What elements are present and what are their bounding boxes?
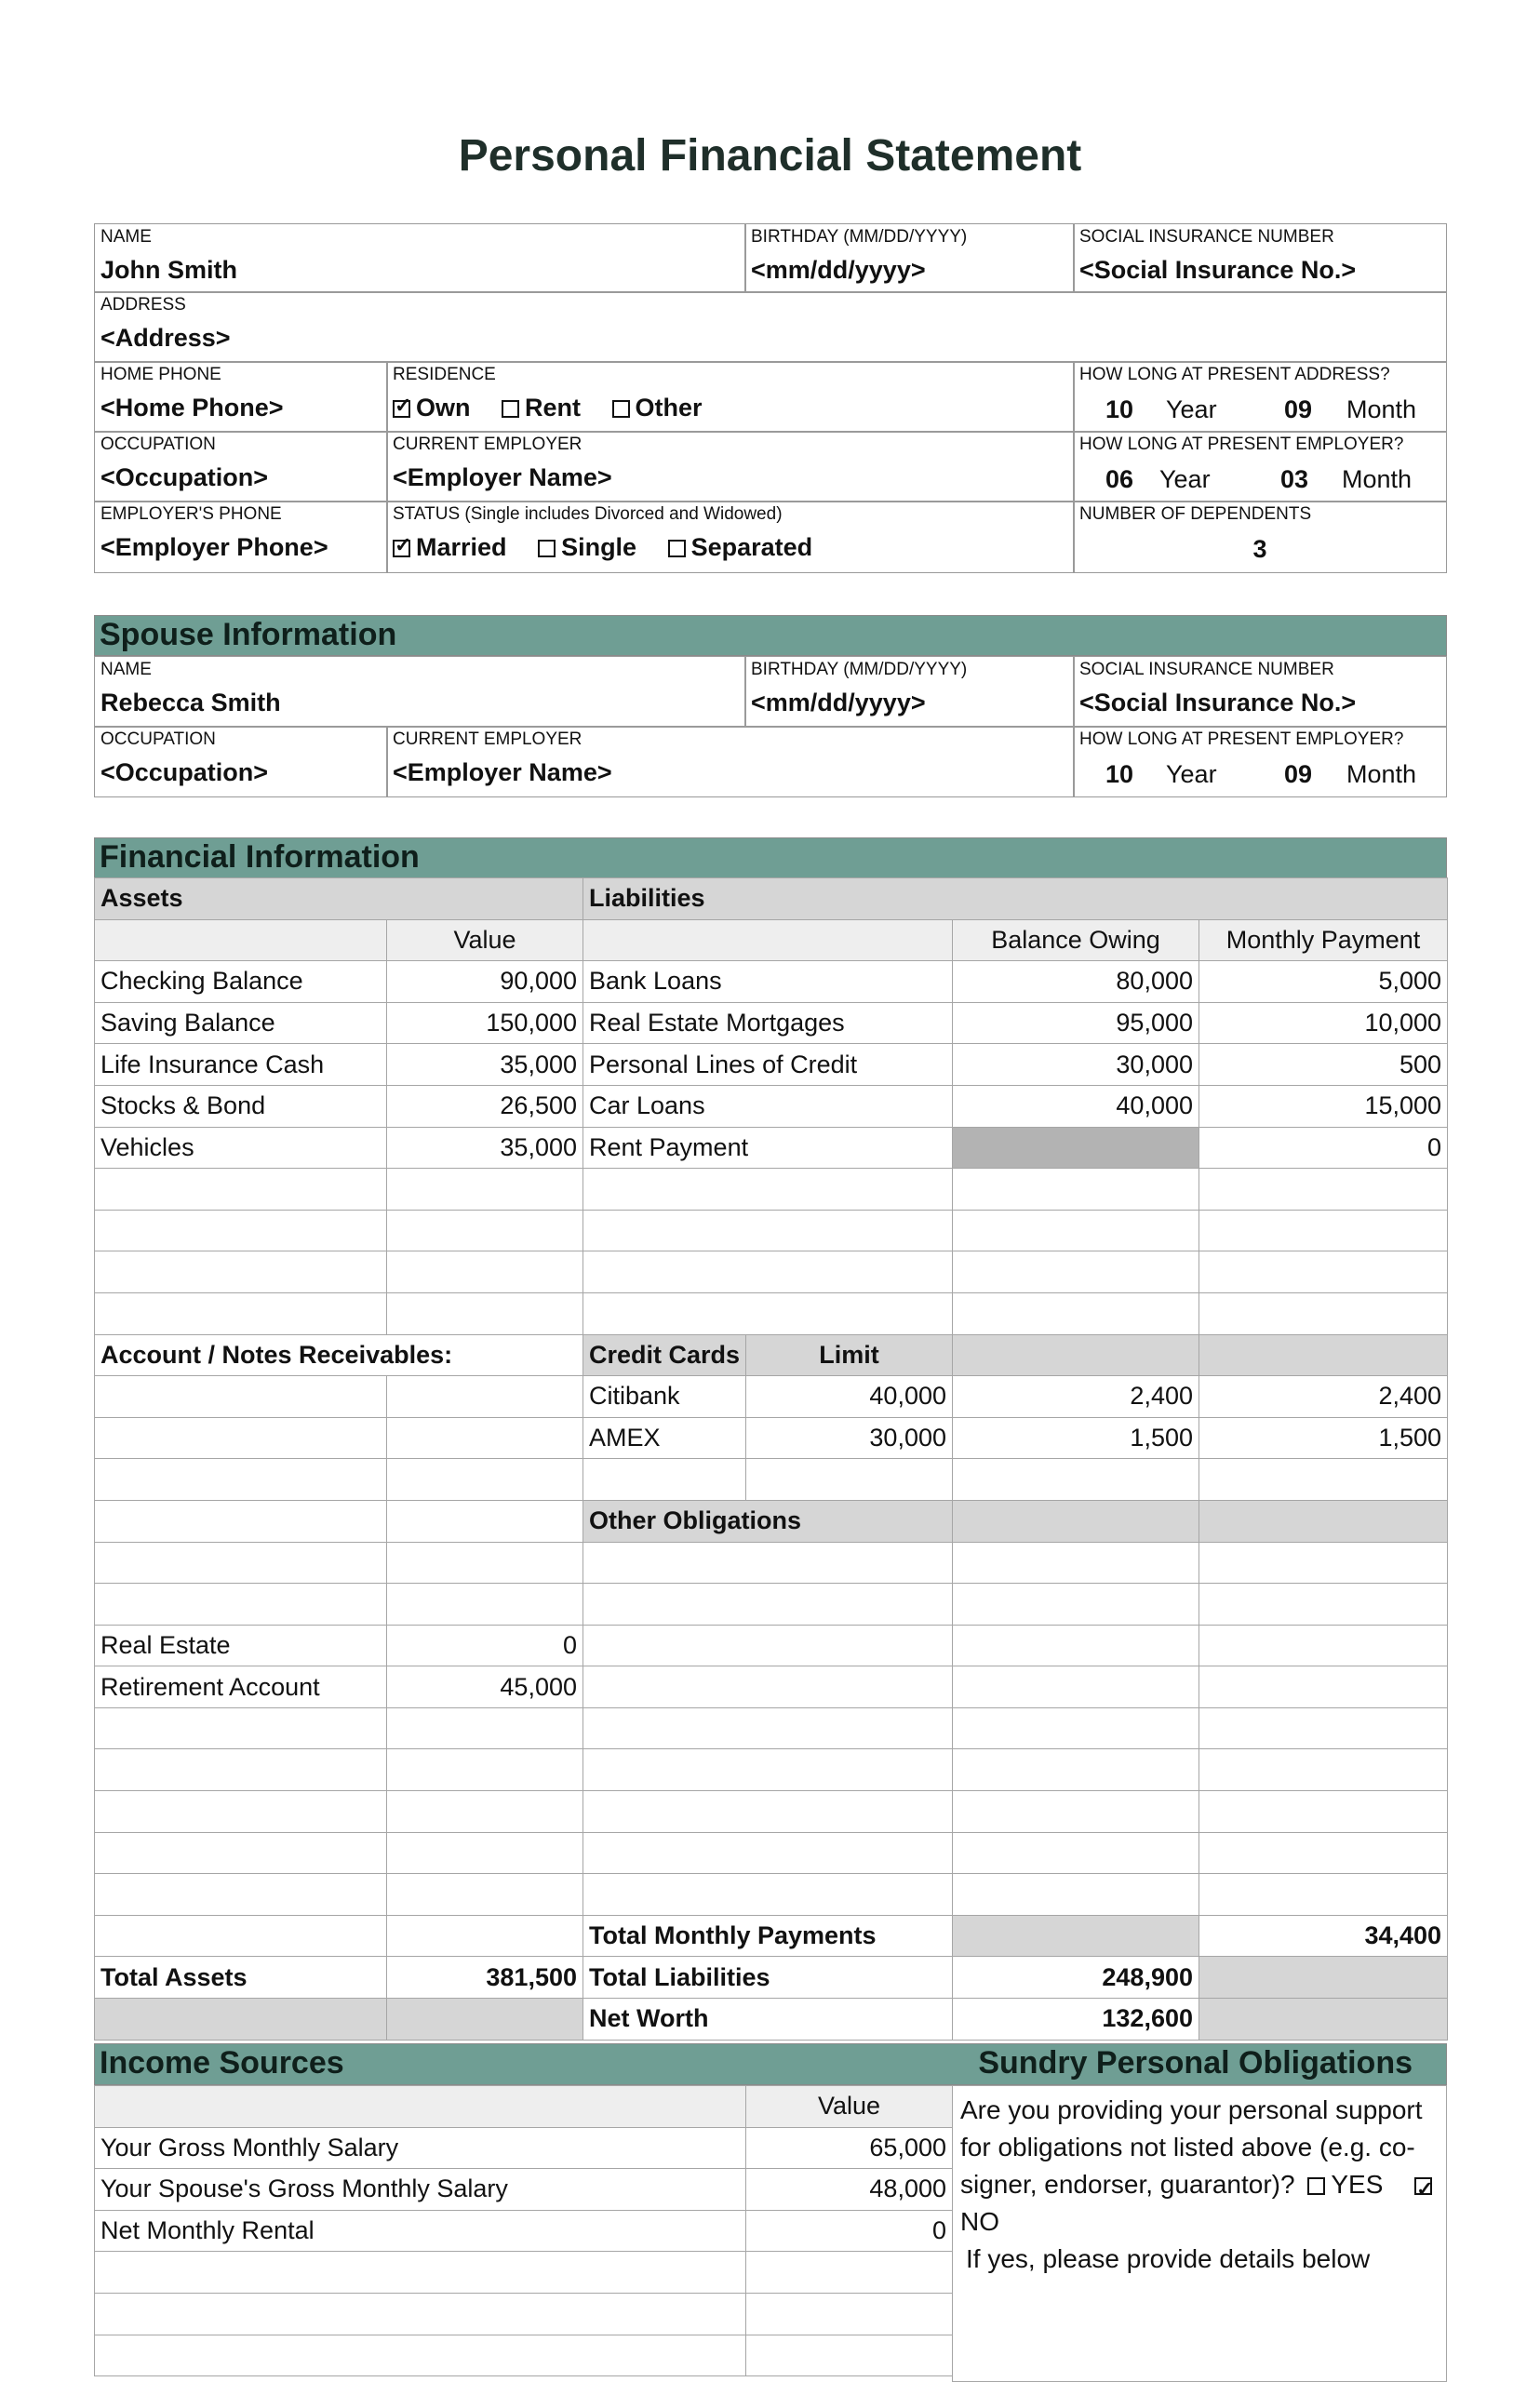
married-checkbox[interactable] xyxy=(393,540,410,557)
residence-other-option[interactable] xyxy=(612,394,703,422)
page-title: Personal Financial Statement xyxy=(458,131,1082,181)
other-checkbox[interactable] xyxy=(612,400,630,418)
liability-payment[interactable]: 500 xyxy=(1199,1044,1448,1086)
rent-checkbox[interactable] xyxy=(502,400,519,418)
sundry-obligations-panel xyxy=(952,2085,1447,2382)
liability-payment[interactable]: 0 xyxy=(1199,1127,1448,1169)
income-value[interactable]: 0 xyxy=(746,2210,953,2252)
occupation-field[interactable] xyxy=(94,431,388,502)
spouse-employer-duration-field[interactable] xyxy=(1073,726,1447,797)
table-row xyxy=(95,1127,1448,1169)
home-phone-field[interactable] xyxy=(94,361,388,433)
credit-card-limit[interactable]: 30,000 xyxy=(746,1417,953,1459)
receivables-header: Account / Notes Receivables: xyxy=(95,1334,583,1376)
balance-column-header: Balance Owing xyxy=(953,919,1199,961)
total-liabilities-label: Total Liabilities xyxy=(583,1957,953,1999)
credit-card-payment[interactable]: 2,400 xyxy=(1199,1376,1448,1418)
liability-payment[interactable]: 15,000 xyxy=(1199,1085,1448,1127)
home-phone-value: <Home Phone> xyxy=(100,394,284,422)
asset-value[interactable]: 150,000 xyxy=(387,1002,583,1044)
income-name[interactable]: Your Gross Monthly Salary xyxy=(95,2127,746,2169)
table-row xyxy=(95,2086,953,2128)
own-label: Own xyxy=(416,394,471,422)
status-options xyxy=(393,533,837,562)
sundry-no-checkbox[interactable] xyxy=(1414,2177,1432,2195)
net-worth-label: Net Worth xyxy=(583,1999,953,2041)
spouse-year-word: Year xyxy=(1166,760,1217,788)
sundry-yes-checkbox[interactable] xyxy=(1307,2177,1325,2195)
asset-value[interactable]: 26,500 xyxy=(387,1085,583,1127)
sin-field[interactable] xyxy=(1073,223,1447,293)
spouse-occupation-field[interactable] xyxy=(94,726,388,797)
asset-value[interactable]: 90,000 xyxy=(387,961,583,1003)
spouse-employer-value: <Employer Name> xyxy=(393,758,612,786)
table-row[interactable] xyxy=(95,1292,1448,1334)
rent-label: Rent xyxy=(525,394,582,422)
residence-own-option[interactable] xyxy=(393,394,471,422)
credit-card-limit[interactable]: 40,000 xyxy=(746,1376,953,1418)
liabilities-header: Liabilities xyxy=(583,878,1448,920)
table-row xyxy=(95,878,1448,920)
employer-years-value: 06 xyxy=(1105,465,1134,493)
table-row xyxy=(95,1085,1448,1127)
table-row[interactable] xyxy=(95,1584,1448,1626)
residence-label: RESIDENCE xyxy=(393,365,496,384)
blank-cell xyxy=(1199,1999,1448,2041)
payment-column-header: Monthly Payment xyxy=(1199,919,1448,961)
asset-name[interactable]: Vehicles xyxy=(95,1127,387,1169)
address-year-word: Year xyxy=(1166,395,1217,423)
employer-month-word: Month xyxy=(1342,465,1413,493)
limit-column-header: Limit xyxy=(746,1334,953,1376)
liability-name[interactable]: Personal Lines of Credit xyxy=(583,1044,953,1086)
table-row xyxy=(95,1666,1448,1708)
table-row[interactable] xyxy=(95,1874,1448,1916)
address-field[interactable] xyxy=(94,291,1447,363)
table-row xyxy=(95,1915,1448,1957)
table-row[interactable] xyxy=(95,1749,1448,1791)
table-row[interactable] xyxy=(95,1832,1448,1874)
employer-duration-field[interactable] xyxy=(1073,431,1447,502)
employer-phone-field[interactable] xyxy=(94,501,388,573)
employer-year-word: Year xyxy=(1159,465,1211,493)
table-row xyxy=(95,919,1448,961)
table-row[interactable] xyxy=(95,2335,953,2376)
status-field xyxy=(386,501,1075,573)
address-months-value: 09 xyxy=(1284,395,1313,423)
liability-balance[interactable]: 40,000 xyxy=(953,1085,1199,1127)
liability-balance[interactable]: 80,000 xyxy=(953,961,1199,1003)
dependents-field[interactable] xyxy=(1073,501,1447,573)
table-row xyxy=(95,1957,1448,1999)
table-row[interactable] xyxy=(95,1210,1448,1251)
blank-cell xyxy=(953,1915,1199,1957)
single-checkbox[interactable] xyxy=(538,540,556,557)
table-row[interactable] xyxy=(95,1459,1448,1501)
occupation-value: <Occupation> xyxy=(100,463,269,491)
dependents-label: NUMBER OF DEPENDENTS xyxy=(1079,504,1312,524)
dependents-value: 3 xyxy=(1252,535,1267,563)
credit-card-name[interactable]: Citibank xyxy=(583,1376,746,1418)
blank-cell xyxy=(1199,1500,1448,1542)
asset-name[interactable]: Real Estate xyxy=(95,1625,387,1666)
spouse-birthday-label: BIRTHDAY (MM/DD/YYYY) xyxy=(751,660,968,679)
blank-cell xyxy=(953,1500,1199,1542)
married-label: Married xyxy=(416,533,507,561)
employer-field[interactable] xyxy=(386,431,1075,502)
spouse-sin-field[interactable] xyxy=(1073,656,1447,728)
other-obligations-header: Other Obligations xyxy=(583,1500,953,1542)
financial-table xyxy=(94,877,1448,2041)
table-row xyxy=(95,2169,953,2211)
blank-cell xyxy=(387,1999,583,2041)
sundry-question: Are you providing your personal support for obligations not listed above (e.g. co-signer, endorser, guarantor)? xyxy=(960,2095,1423,2199)
blank-cell xyxy=(95,2086,746,2128)
address-years-value: 10 xyxy=(1105,395,1134,423)
spouse-sin-label: SOCIAL INSURANCE NUMBER xyxy=(1079,660,1334,679)
table-row xyxy=(95,2210,953,2252)
asset-name[interactable]: Saving Balance xyxy=(95,1002,387,1044)
status-label: STATUS (Single includes Divorced and Widowed) xyxy=(393,504,783,524)
spouse-name-field[interactable] xyxy=(94,656,746,728)
birthday-value: <mm/dd/yyyy> xyxy=(751,256,926,284)
status-separated-option[interactable] xyxy=(668,533,813,561)
income-name[interactable]: Your Spouse's Gross Monthly Salary xyxy=(95,2169,746,2211)
table-row xyxy=(95,1500,1448,1542)
credit-card-name[interactable]: AMEX xyxy=(583,1417,746,1459)
spouse-birthday-value: <mm/dd/yyyy> xyxy=(751,689,926,716)
address-duration-field[interactable] xyxy=(1073,361,1447,433)
sin-value: <Social Insurance No.> xyxy=(1079,256,1357,284)
liability-balance[interactable]: 95,000 xyxy=(953,1002,1199,1044)
separated-label: Separated xyxy=(690,533,813,561)
table-row[interactable] xyxy=(95,1169,1448,1211)
blank-cell xyxy=(583,919,953,961)
table-row[interactable] xyxy=(95,2293,953,2335)
liability-payment[interactable]: 5,000 xyxy=(1199,961,1448,1003)
sin-label: SOCIAL INSURANCE NUMBER xyxy=(1079,227,1334,247)
spouse-employer-months-value: 09 xyxy=(1284,760,1313,788)
asset-value[interactable]: 35,000 xyxy=(387,1127,583,1169)
table-row xyxy=(95,1002,1448,1044)
spouse-section-header: Spouse Information xyxy=(94,615,1447,656)
home-phone-label: HOME PHONE xyxy=(100,365,221,384)
spouse-employer-field[interactable] xyxy=(386,726,1075,797)
table-row[interactable] xyxy=(95,1542,1448,1584)
total-assets-value: 381,500 xyxy=(387,1957,583,1999)
birthday-field[interactable] xyxy=(744,223,1075,293)
table-row[interactable] xyxy=(95,1707,1448,1749)
blank-cell xyxy=(1199,1957,1448,1999)
spouse-employer-years-value: 10 xyxy=(1105,760,1134,788)
table-row xyxy=(95,961,1448,1003)
residence-rent-option[interactable] xyxy=(502,394,581,422)
table-row xyxy=(95,2127,953,2169)
net-worth-value: 132,600 xyxy=(953,1999,1199,2041)
income-value[interactable]: 48,000 xyxy=(746,2169,953,2211)
credit-card-balance[interactable]: 2,400 xyxy=(953,1376,1199,1418)
address-month-word: Month xyxy=(1346,395,1417,423)
employer-phone-label: EMPLOYER'S PHONE xyxy=(100,504,282,524)
single-label: Single xyxy=(561,533,637,561)
total-assets-label: Total Assets xyxy=(95,1957,387,1999)
table-row xyxy=(95,1417,1448,1459)
asset-name[interactable]: Stocks & Bond xyxy=(95,1085,387,1127)
total-monthly-payments-value: 34,400 xyxy=(1199,1915,1448,1957)
total-liabilities-value: 248,900 xyxy=(953,1957,1199,1999)
income-section-header xyxy=(94,2043,1447,2085)
spouse-birthday-field[interactable] xyxy=(744,656,1075,728)
blank-cell xyxy=(95,919,387,961)
spouse-employer-duration-label: HOW LONG AT PRESENT EMPLOYER? xyxy=(1079,729,1404,749)
liability-payment[interactable]: 10,000 xyxy=(1199,1002,1448,1044)
asset-value[interactable]: 45,000 xyxy=(387,1666,583,1708)
address-value: <Address> xyxy=(100,324,231,352)
employer-months-value: 03 xyxy=(1280,465,1309,493)
credit-card-payment[interactable]: 1,500 xyxy=(1199,1417,1448,1459)
employer-phone-value: <Employer Phone> xyxy=(100,533,328,561)
asset-value[interactable]: 35,000 xyxy=(387,1044,583,1086)
table-row xyxy=(95,1625,1448,1666)
occupation-label: OCCUPATION xyxy=(100,435,216,454)
spouse-sin-value: <Social Insurance No.> xyxy=(1079,689,1357,716)
table-row[interactable] xyxy=(95,1791,1448,1833)
sundry-no-label: NO xyxy=(960,2207,999,2236)
employer-label: CURRENT EMPLOYER xyxy=(393,435,583,454)
table-row[interactable] xyxy=(95,1251,1448,1293)
employer-value: <Employer Name> xyxy=(393,463,612,491)
residence-options xyxy=(393,394,727,422)
asset-name[interactable]: Life Insurance Cash xyxy=(95,1044,387,1086)
table-row xyxy=(95,1044,1448,1086)
address-duration-label: HOW LONG AT PRESENT ADDRESS? xyxy=(1079,365,1390,384)
income-section-title: Income Sources xyxy=(100,2045,344,2081)
liability-balance xyxy=(953,1127,1199,1169)
birthday-label: BIRTHDAY (MM/DD/YYYY) xyxy=(751,227,968,247)
liability-name[interactable]: Bank Loans xyxy=(583,961,953,1003)
sundry-yes-label: YES xyxy=(1331,2170,1384,2199)
spouse-employer-label: CURRENT EMPLOYER xyxy=(393,729,583,749)
blank-cell xyxy=(95,1999,387,2041)
other-label: Other xyxy=(635,394,703,422)
table-row xyxy=(95,1999,1448,2041)
table-row xyxy=(95,1334,1448,1376)
liability-name[interactable]: Rent Payment xyxy=(583,1127,953,1169)
address-label: ADDRESS xyxy=(100,295,186,314)
employer-duration-label: HOW LONG AT PRESENT EMPLOYER? xyxy=(1079,435,1404,454)
sundry-section-title: Sundry Personal Obligations xyxy=(978,2045,1413,2081)
name-value: John Smith xyxy=(100,256,237,284)
asset-name[interactable]: Checking Balance xyxy=(95,961,387,1003)
financial-section-header: Financial Information xyxy=(94,837,1447,878)
value-column-header: Value xyxy=(387,919,583,961)
credit-cards-header: Credit Cards xyxy=(583,1334,746,1376)
residence-field xyxy=(386,361,1075,433)
income-name[interactable]: Net Monthly Rental xyxy=(95,2210,746,2252)
income-value[interactable]: 65,000 xyxy=(746,2127,953,2169)
name-label: NAME xyxy=(100,227,152,247)
status-single-option[interactable] xyxy=(538,533,636,561)
table-row[interactable] xyxy=(95,2252,953,2294)
liability-name[interactable]: Car Loans xyxy=(583,1085,953,1127)
liability-balance[interactable]: 30,000 xyxy=(953,1044,1199,1086)
status-married-option[interactable] xyxy=(393,533,507,561)
assets-header: Assets xyxy=(95,878,583,920)
separated-checkbox[interactable] xyxy=(668,540,686,557)
asset-name[interactable]: Retirement Account xyxy=(95,1666,387,1708)
spouse-name-label: NAME xyxy=(100,660,152,679)
name-field[interactable] xyxy=(94,223,746,293)
total-monthly-payments-label: Total Monthly Payments xyxy=(583,1915,953,1957)
income-value-header: Value xyxy=(746,2086,953,2128)
liability-name[interactable]: Real Estate Mortgages xyxy=(583,1002,953,1044)
income-table xyxy=(94,2085,953,2376)
blank-cell xyxy=(1199,1334,1448,1376)
blank-cell xyxy=(953,1334,1199,1376)
credit-card-balance[interactable]: 1,500 xyxy=(953,1417,1199,1459)
spouse-occupation-label: OCCUPATION xyxy=(100,729,216,749)
asset-value[interactable]: 0 xyxy=(387,1625,583,1666)
own-checkbox[interactable] xyxy=(393,400,410,418)
spouse-name-value: Rebecca Smith xyxy=(100,689,281,716)
spouse-month-word: Month xyxy=(1346,760,1417,788)
sundry-details-note: If yes, please provide details below xyxy=(966,2244,1371,2273)
table-row xyxy=(95,1376,1448,1418)
spouse-occupation-value: <Occupation> xyxy=(100,758,269,786)
